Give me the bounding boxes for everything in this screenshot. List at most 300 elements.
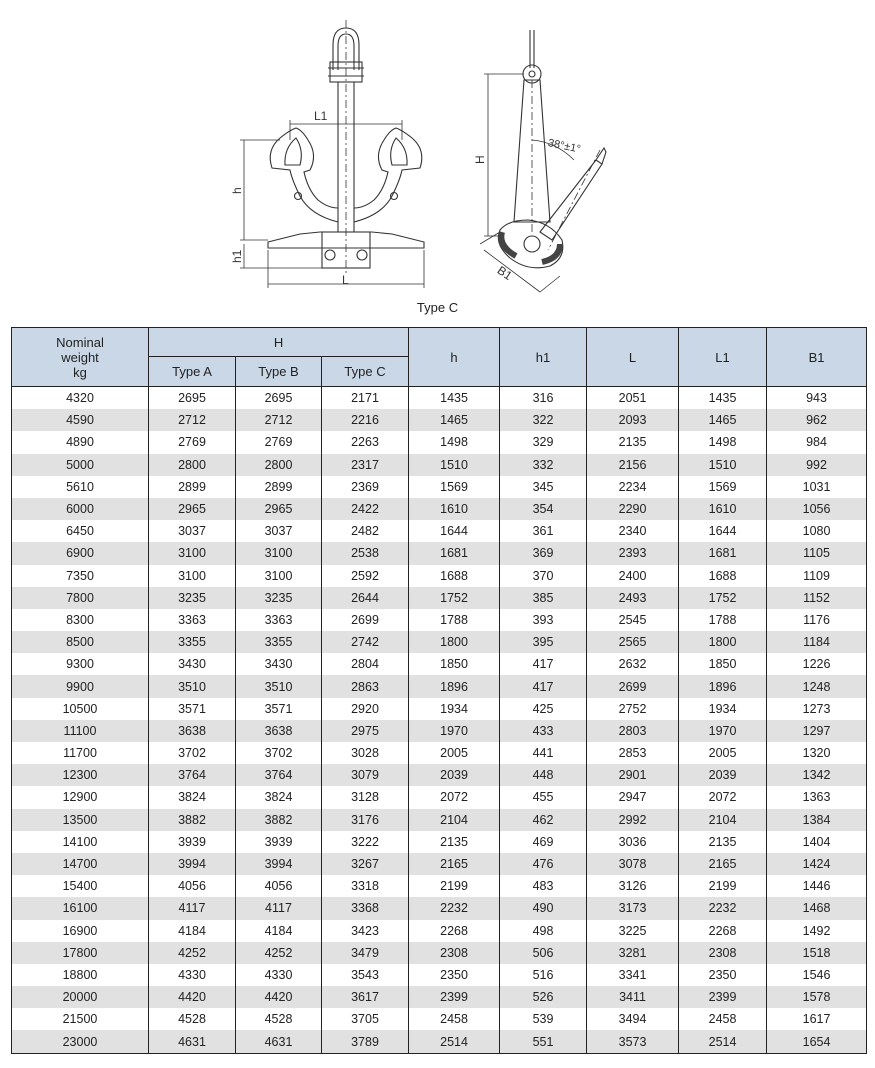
table-cell: 1080 <box>767 520 867 542</box>
table-cell: 455 <box>500 786 587 808</box>
table-cell: 2350 <box>409 964 500 986</box>
table-cell: 3037 <box>236 520 322 542</box>
table-cell: 3510 <box>149 675 236 697</box>
table-cell: 2156 <box>587 454 679 476</box>
table-cell: 2308 <box>679 942 767 964</box>
table-cell: 3702 <box>236 742 322 764</box>
table-cell: 2769 <box>236 431 322 453</box>
table-cell: 1896 <box>679 675 767 697</box>
table-cell: 2899 <box>236 476 322 498</box>
table-cell: 23000 <box>12 1030 149 1053</box>
table-cell: 1610 <box>679 498 767 520</box>
table-row <box>12 742 867 764</box>
table-cell: 316 <box>500 387 587 410</box>
table-cell: 3939 <box>149 831 236 853</box>
table-cell: 4420 <box>149 986 236 1008</box>
table-cell: 506 <box>500 942 587 964</box>
table-cell: 2699 <box>322 609 409 631</box>
table-cell: 2093 <box>587 409 679 431</box>
table-cell: 3423 <box>322 920 409 942</box>
table-cell: 2399 <box>409 986 500 1008</box>
table-cell: 3702 <box>149 742 236 764</box>
table-cell: 1788 <box>409 609 500 631</box>
table-cell: 469 <box>500 831 587 853</box>
table-row <box>12 653 867 675</box>
table-cell: 2232 <box>679 897 767 919</box>
table-row <box>12 1030 867 1053</box>
table-row <box>12 587 867 609</box>
table-cell: 16900 <box>12 920 149 942</box>
table-cell: 1424 <box>767 853 867 875</box>
table-cell: 1109 <box>767 565 867 587</box>
table-cell: 1465 <box>679 409 767 431</box>
table-cell: 2268 <box>679 920 767 942</box>
table-cell: 3543 <box>322 964 409 986</box>
table-cell: 2975 <box>322 720 409 742</box>
table-row <box>12 942 867 964</box>
header-L1: L1 <box>679 328 767 387</box>
table-cell: 498 <box>500 920 587 942</box>
table-cell: 6000 <box>12 498 149 520</box>
table-cell: 369 <box>500 542 587 564</box>
table-cell: 1297 <box>767 720 867 742</box>
table-cell: 4420 <box>236 986 322 1008</box>
table-cell: 2051 <box>587 387 679 410</box>
table-cell: 1446 <box>767 875 867 897</box>
table-cell: 551 <box>500 1030 587 1053</box>
table-cell: 3824 <box>149 786 236 808</box>
table-cell: 4330 <box>236 964 322 986</box>
table-cell: 12900 <box>12 786 149 808</box>
table-cell: 3225 <box>587 920 679 942</box>
dim-label-h1: h1 <box>230 249 244 263</box>
table-row <box>12 786 867 808</box>
table-row <box>12 897 867 919</box>
table-cell: 476 <box>500 853 587 875</box>
table-cell: 4528 <box>149 1008 236 1030</box>
table-cell: 417 <box>500 653 587 675</box>
table-cell: 3764 <box>236 764 322 786</box>
table-cell: 1152 <box>767 587 867 609</box>
table-cell: 1031 <box>767 476 867 498</box>
table-cell: 3235 <box>149 587 236 609</box>
table-row <box>12 454 867 476</box>
table-row <box>12 609 867 631</box>
anchor-dimensions-table <box>11 327 867 1054</box>
table-cell: 2803 <box>587 720 679 742</box>
table-cell: 2920 <box>322 698 409 720</box>
table-cell: 2712 <box>236 409 322 431</box>
table-cell: 1896 <box>409 675 500 697</box>
table-cell: 11100 <box>12 720 149 742</box>
table-cell: 370 <box>500 565 587 587</box>
table-cell: 433 <box>500 720 587 742</box>
table-cell: 4056 <box>236 875 322 897</box>
table-cell: 1578 <box>767 986 867 1008</box>
table-cell: 1546 <box>767 964 867 986</box>
table-cell: 2290 <box>587 498 679 520</box>
table-cell: 14100 <box>12 831 149 853</box>
table-cell: 1850 <box>409 653 500 675</box>
table-cell: 3036 <box>587 831 679 853</box>
table-cell: 2901 <box>587 764 679 786</box>
table-cell: 1435 <box>679 387 767 410</box>
table-cell: 3882 <box>149 809 236 831</box>
table-cell: 2199 <box>409 875 500 897</box>
header-B1: B1 <box>767 328 867 387</box>
table-cell: 20000 <box>12 986 149 1008</box>
table-cell: 2632 <box>587 653 679 675</box>
table-cell: 3430 <box>236 653 322 675</box>
table-row <box>12 631 867 653</box>
table-cell: 2992 <box>587 809 679 831</box>
table-cell: 2899 <box>149 476 236 498</box>
table-cell: 448 <box>500 764 587 786</box>
table-cell: 2340 <box>587 520 679 542</box>
table-cell: 2538 <box>322 542 409 564</box>
table-cell: 2039 <box>409 764 500 786</box>
table-cell: 3363 <box>149 609 236 631</box>
table-row <box>12 831 867 853</box>
table-cell: 2965 <box>149 498 236 520</box>
table-cell: 992 <box>767 454 867 476</box>
table-cell: 1934 <box>409 698 500 720</box>
table-cell: 2199 <box>679 875 767 897</box>
table-cell: 526 <box>500 986 587 1008</box>
table-cell: 2644 <box>322 587 409 609</box>
table-cell: 2592 <box>322 565 409 587</box>
table-cell: 3173 <box>587 897 679 919</box>
table-cell: 345 <box>500 476 587 498</box>
table-cell: 1681 <box>409 542 500 564</box>
table-row <box>12 698 867 720</box>
table-cell: 1644 <box>679 520 767 542</box>
table-cell: 9900 <box>12 675 149 697</box>
table-cell: 3318 <box>322 875 409 897</box>
table-row <box>12 476 867 498</box>
table-cell: 1498 <box>679 431 767 453</box>
table-cell: 4528 <box>236 1008 322 1030</box>
table-cell: 5000 <box>12 454 149 476</box>
table-cell: 2232 <box>409 897 500 919</box>
table-cell: 385 <box>500 587 587 609</box>
table-cell: 3411 <box>587 986 679 1008</box>
table-cell: 4252 <box>236 942 322 964</box>
table-cell: 3363 <box>236 609 322 631</box>
table-cell: 425 <box>500 698 587 720</box>
table-cell: 2565 <box>587 631 679 653</box>
table-cell: 3638 <box>236 720 322 742</box>
table-cell: 8500 <box>12 631 149 653</box>
table-cell: 1934 <box>679 698 767 720</box>
table-cell: 12300 <box>12 764 149 786</box>
table-cell: 962 <box>767 409 867 431</box>
table-cell: 3571 <box>149 698 236 720</box>
table-cell: 3281 <box>587 942 679 964</box>
table-cell: 4184 <box>236 920 322 942</box>
dim-label-H: H <box>473 155 487 164</box>
table-cell: 2400 <box>587 565 679 587</box>
table-cell: 3824 <box>236 786 322 808</box>
table-row <box>12 875 867 897</box>
table-cell: 15400 <box>12 875 149 897</box>
header-nominal-weight: Nominal weight kg <box>12 328 149 387</box>
table-cell: 3128 <box>322 786 409 808</box>
table-cell: 3479 <box>322 942 409 964</box>
table-cell: 2863 <box>322 675 409 697</box>
table-cell: 2268 <box>409 920 500 942</box>
table-cell: 14700 <box>12 853 149 875</box>
table-cell: 1226 <box>767 653 867 675</box>
table-cell: 1518 <box>767 942 867 964</box>
table-cell: 1342 <box>767 764 867 786</box>
table-cell: 1468 <box>767 897 867 919</box>
table-cell: 2853 <box>587 742 679 764</box>
table-cell: 1105 <box>767 542 867 564</box>
table-row <box>12 387 867 410</box>
table-cell: 7800 <box>12 587 149 609</box>
table-cell: 2317 <box>322 454 409 476</box>
table-cell: 1569 <box>409 476 500 498</box>
drawing-caption: Type C <box>416 300 459 315</box>
table-row <box>12 986 867 1008</box>
table-cell: 3705 <box>322 1008 409 1030</box>
table-cell: 1752 <box>679 587 767 609</box>
table-cell: 3028 <box>322 742 409 764</box>
table-cell: 3222 <box>322 831 409 853</box>
table-cell: 18800 <box>12 964 149 986</box>
table-cell: 6450 <box>12 520 149 542</box>
table-cell: 1492 <box>767 920 867 942</box>
table-cell: 2458 <box>679 1008 767 1030</box>
table-cell: 2216 <box>322 409 409 431</box>
table-cell: 3355 <box>149 631 236 653</box>
header-L: L <box>587 328 679 387</box>
table-cell: 7350 <box>12 565 149 587</box>
table-cell: 1788 <box>679 609 767 631</box>
table-cell: 3100 <box>236 542 322 564</box>
table-row <box>12 809 867 831</box>
table-cell: 4252 <box>149 942 236 964</box>
table-cell: 3994 <box>236 853 322 875</box>
table-cell: 8300 <box>12 609 149 631</box>
table-cell: 2804 <box>322 653 409 675</box>
table-cell: 21500 <box>12 1008 149 1030</box>
table-cell: 4631 <box>236 1030 322 1053</box>
table-cell: 1610 <box>409 498 500 520</box>
header-type-b: Type B <box>236 357 322 387</box>
table-cell: 1644 <box>409 520 500 542</box>
table-cell: 16100 <box>12 897 149 919</box>
table-cell: 1273 <box>767 698 867 720</box>
table-cell: 354 <box>500 498 587 520</box>
table-cell: 17800 <box>12 942 149 964</box>
table-cell: 2165 <box>679 853 767 875</box>
table-cell: 2752 <box>587 698 679 720</box>
table-cell: 1569 <box>679 476 767 498</box>
table-cell: 2393 <box>587 542 679 564</box>
table-cell: 2005 <box>409 742 500 764</box>
table-cell: 9300 <box>12 653 149 675</box>
table-cell: 2135 <box>409 831 500 853</box>
table-cell: 1498 <box>409 431 500 453</box>
table-row <box>12 675 867 697</box>
table-cell: 1248 <box>767 675 867 697</box>
table-row <box>12 764 867 786</box>
table-cell: 1465 <box>409 409 500 431</box>
table-cell: 4590 <box>12 409 149 431</box>
table-cell: 4117 <box>236 897 322 919</box>
dim-label-h: h <box>230 187 244 194</box>
table-cell: 3235 <box>236 587 322 609</box>
dim-label-angle: 38°±1° <box>546 137 582 156</box>
table-cell: 2545 <box>587 609 679 631</box>
table-cell: 1681 <box>679 542 767 564</box>
anchor-front-view <box>240 20 424 288</box>
table-cell: 2800 <box>149 454 236 476</box>
table-row <box>12 853 867 875</box>
table-cell: 5610 <box>12 476 149 498</box>
table-cell: 13500 <box>12 809 149 831</box>
table-cell: 539 <box>500 1008 587 1030</box>
table-row <box>12 409 867 431</box>
table-cell: 2399 <box>679 986 767 1008</box>
table-cell: 2422 <box>322 498 409 520</box>
table-row <box>12 964 867 986</box>
table-cell: 3994 <box>149 853 236 875</box>
table-cell: 3267 <box>322 853 409 875</box>
table-cell: 1970 <box>409 720 500 742</box>
table-cell: 1056 <box>767 498 867 520</box>
header-H: H <box>149 328 409 357</box>
table-cell: 1510 <box>409 454 500 476</box>
table-cell: 3368 <box>322 897 409 919</box>
table-cell: 2742 <box>322 631 409 653</box>
table-cell: 3617 <box>322 986 409 1008</box>
table-cell: 2072 <box>679 786 767 808</box>
table-cell: 984 <box>767 431 867 453</box>
header-h: h <box>409 328 500 387</box>
table-cell: 2005 <box>679 742 767 764</box>
anchor-drawing <box>0 0 875 322</box>
table-cell: 3100 <box>149 542 236 564</box>
table-cell: 3882 <box>236 809 322 831</box>
table-cell: 2072 <box>409 786 500 808</box>
table-cell: 2171 <box>322 387 409 410</box>
table-cell: 1970 <box>679 720 767 742</box>
table-cell: 3341 <box>587 964 679 986</box>
anchor-drawing-svg <box>0 0 875 322</box>
table-cell: 3638 <box>149 720 236 742</box>
table-cell: 1176 <box>767 609 867 631</box>
table-cell: 4631 <box>149 1030 236 1053</box>
table-cell: 4184 <box>149 920 236 942</box>
table-cell: 516 <box>500 964 587 986</box>
table-cell: 1384 <box>767 809 867 831</box>
table-cell: 11700 <box>12 742 149 764</box>
table-cell: 3430 <box>149 653 236 675</box>
table-cell: 2234 <box>587 476 679 498</box>
table-cell: 3573 <box>587 1030 679 1053</box>
table-cell: 4330 <box>149 964 236 986</box>
table-cell: 1850 <box>679 653 767 675</box>
table-cell: 3100 <box>236 565 322 587</box>
table-cell: 395 <box>500 631 587 653</box>
table-cell: 2104 <box>409 809 500 831</box>
table-cell: 4320 <box>12 387 149 410</box>
table-cell: 393 <box>500 609 587 631</box>
table-cell: 2135 <box>679 831 767 853</box>
table-row <box>12 498 867 520</box>
header-h1: h1 <box>500 328 587 387</box>
table-cell: 2712 <box>149 409 236 431</box>
dim-label-L1: L1 <box>314 109 328 123</box>
table-cell: 10500 <box>12 698 149 720</box>
table-cell: 943 <box>767 387 867 410</box>
table-cell: 1435 <box>409 387 500 410</box>
table-cell: 4890 <box>12 431 149 453</box>
table-cell: 1800 <box>409 631 500 653</box>
table-cell: 2695 <box>149 387 236 410</box>
table-cell: 2965 <box>236 498 322 520</box>
table-row <box>12 520 867 542</box>
table-cell: 3126 <box>587 875 679 897</box>
table-cell: 1320 <box>767 742 867 764</box>
table-cell: 3494 <box>587 1008 679 1030</box>
table-cell: 1404 <box>767 831 867 853</box>
table-cell: 2695 <box>236 387 322 410</box>
table-row <box>12 542 867 564</box>
table-cell: 1617 <box>767 1008 867 1030</box>
table-cell: 1688 <box>409 565 500 587</box>
table-cell: 2039 <box>679 764 767 786</box>
table-cell: 3037 <box>149 520 236 542</box>
table-cell: 3510 <box>236 675 322 697</box>
table-cell: 483 <box>500 875 587 897</box>
table-cell: 490 <box>500 897 587 919</box>
table-row <box>12 565 867 587</box>
table-cell: 417 <box>500 675 587 697</box>
table-cell: 2769 <box>149 431 236 453</box>
table-cell: 361 <box>500 520 587 542</box>
table-body <box>12 387 867 1054</box>
table-cell: 3079 <box>322 764 409 786</box>
table-cell: 3939 <box>236 831 322 853</box>
dim-label-B1: B1 <box>494 263 515 283</box>
table-cell: 2308 <box>409 942 500 964</box>
table-cell: 462 <box>500 809 587 831</box>
anchor-side-view <box>480 30 606 292</box>
table-cell: 329 <box>500 431 587 453</box>
table-cell: 441 <box>500 742 587 764</box>
table-cell: 6900 <box>12 542 149 564</box>
table-cell: 1752 <box>409 587 500 609</box>
table-cell: 2135 <box>587 431 679 453</box>
table-cell: 2104 <box>679 809 767 831</box>
table-cell: 2165 <box>409 853 500 875</box>
table-cell: 2699 <box>587 675 679 697</box>
table-cell: 2800 <box>236 454 322 476</box>
table-row <box>12 431 867 453</box>
table-cell: 2458 <box>409 1008 500 1030</box>
table-cell: 1510 <box>679 454 767 476</box>
table-row <box>12 720 867 742</box>
table-cell: 3176 <box>322 809 409 831</box>
table-cell: 2514 <box>409 1030 500 1053</box>
table-cell: 3789 <box>322 1030 409 1053</box>
table-cell: 1688 <box>679 565 767 587</box>
table-cell: 3100 <box>149 565 236 587</box>
